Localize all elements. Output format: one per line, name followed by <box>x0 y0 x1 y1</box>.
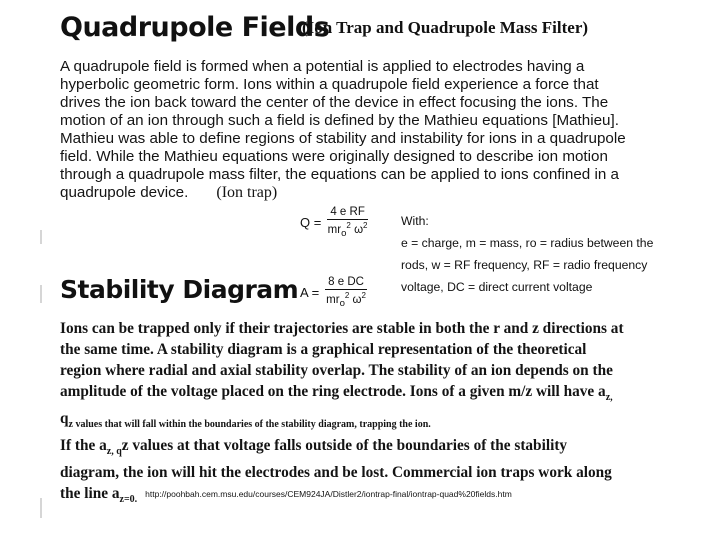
scan-artifact <box>40 498 42 518</box>
stability-line-text: If the a <box>60 437 107 455</box>
intro-line: motion of an ion through such a field is defined by the Mathieu equations [Mathieu]. <box>60 112 619 129</box>
stability-line-text: z values at that voltage falls outside of the boundaries of the stability <box>121 437 568 455</box>
source-url: http://poohbah.cem.msu.edu/courses/CEM924JA/Distler2/iontrap-final/iontrap-quad%20fields.htm <box>145 489 512 500</box>
den-base: mr <box>326 293 340 306</box>
section-title: Stability Diagram <box>60 275 299 304</box>
intro-line: hyperbolic geometric form. Ions within a quadrupole field experience a force that <box>60 76 599 93</box>
formula-a <box>300 276 367 309</box>
formula-a-lhs: A = <box>300 285 320 301</box>
variable-definitions <box>401 210 701 298</box>
stability-line-text: amplitude of the voltage placed on the ring electrode. Ions of a given m/z will have a <box>60 383 606 400</box>
den-sup: 2 <box>346 221 351 230</box>
den-sub: o <box>341 228 347 240</box>
definition-line: rods, w = RF frequency, RF = radio frequency <box>401 258 648 272</box>
stability-line: the same time. A stability diagram is a graphical representation of the theoretical <box>60 341 587 358</box>
intro-line: A quadrupole field is formed when a potential is applied to electrodes having a <box>60 58 585 75</box>
intro-line: drives the ion back toward the center of the device in effect focusing the ions. The <box>60 94 609 111</box>
subscript: z, q <box>106 446 122 458</box>
stability-line: region where radial and axial stability overlap. The stability of an ion depends on the <box>60 362 613 379</box>
den-omega-sup: 2 <box>363 221 368 230</box>
formula-q-fraction <box>327 206 368 239</box>
intro-line: field. While the Mathieu equations were originally designed to describe ion motion <box>60 148 608 165</box>
intro-line: through a quadrupole mass filter, the equations can be applied to ions confined in a <box>60 166 619 183</box>
subscript-continuation: z values that will fall within the boundaries of the stability diagram, trapping the ion. <box>68 419 431 431</box>
stability-line <box>60 483 710 510</box>
stability-paragraph <box>60 318 710 510</box>
stability-line <box>60 435 710 462</box>
den-sub: o <box>339 298 345 310</box>
stability-line <box>60 408 710 435</box>
intro-paragraph <box>60 58 710 202</box>
den-sup: 2 <box>344 291 350 300</box>
scan-artifact <box>40 285 42 303</box>
definition-line: e = charge, m = mass, ro = radius between the <box>401 236 654 250</box>
formula-q-numerator: 4 e RF <box>327 206 368 220</box>
stability-line: diagram, the ion will hit the electrodes and be lost. Commercial ion traps work along <box>60 464 612 482</box>
formula-a-denominator <box>326 290 366 309</box>
scan-artifact <box>40 230 42 244</box>
formula-q-lhs: Q = <box>300 215 322 231</box>
stability-line-text: the line a <box>60 485 120 503</box>
formula-q-denominator <box>328 220 368 239</box>
subscript: z, <box>605 392 613 404</box>
den-base: mr <box>327 223 342 236</box>
intro-line: Mathieu was able to define regions of stability and instability for ions in a quadrupole <box>60 130 626 147</box>
intro-line-last: quadrupole device. <box>60 184 189 201</box>
formula-q <box>300 206 368 239</box>
den-omega: ω <box>352 293 362 306</box>
subscript: z=0. <box>119 494 138 506</box>
page-subtitle: (Ion Trap and Quadrupole Mass Filter) <box>302 18 589 37</box>
with-label: With: <box>401 214 429 228</box>
stability-line: Ions can be trapped only if their trajectories are stable in both the r and z directions at <box>60 320 624 337</box>
den-omega: ω <box>354 223 364 236</box>
formula-a-fraction <box>325 276 367 309</box>
formula-a-numerator: 8 e DC <box>325 276 367 290</box>
page-title: Quadrupole Fields <box>60 12 330 43</box>
stability-line <box>60 381 710 408</box>
intro-line <box>60 184 710 202</box>
den-omega-sup: 2 <box>361 291 366 300</box>
ion-trap-note: (Ion trap) <box>216 184 278 201</box>
stability-line-text: q <box>60 410 69 428</box>
definition-line: voltage, DC = direct current voltage <box>401 280 593 294</box>
